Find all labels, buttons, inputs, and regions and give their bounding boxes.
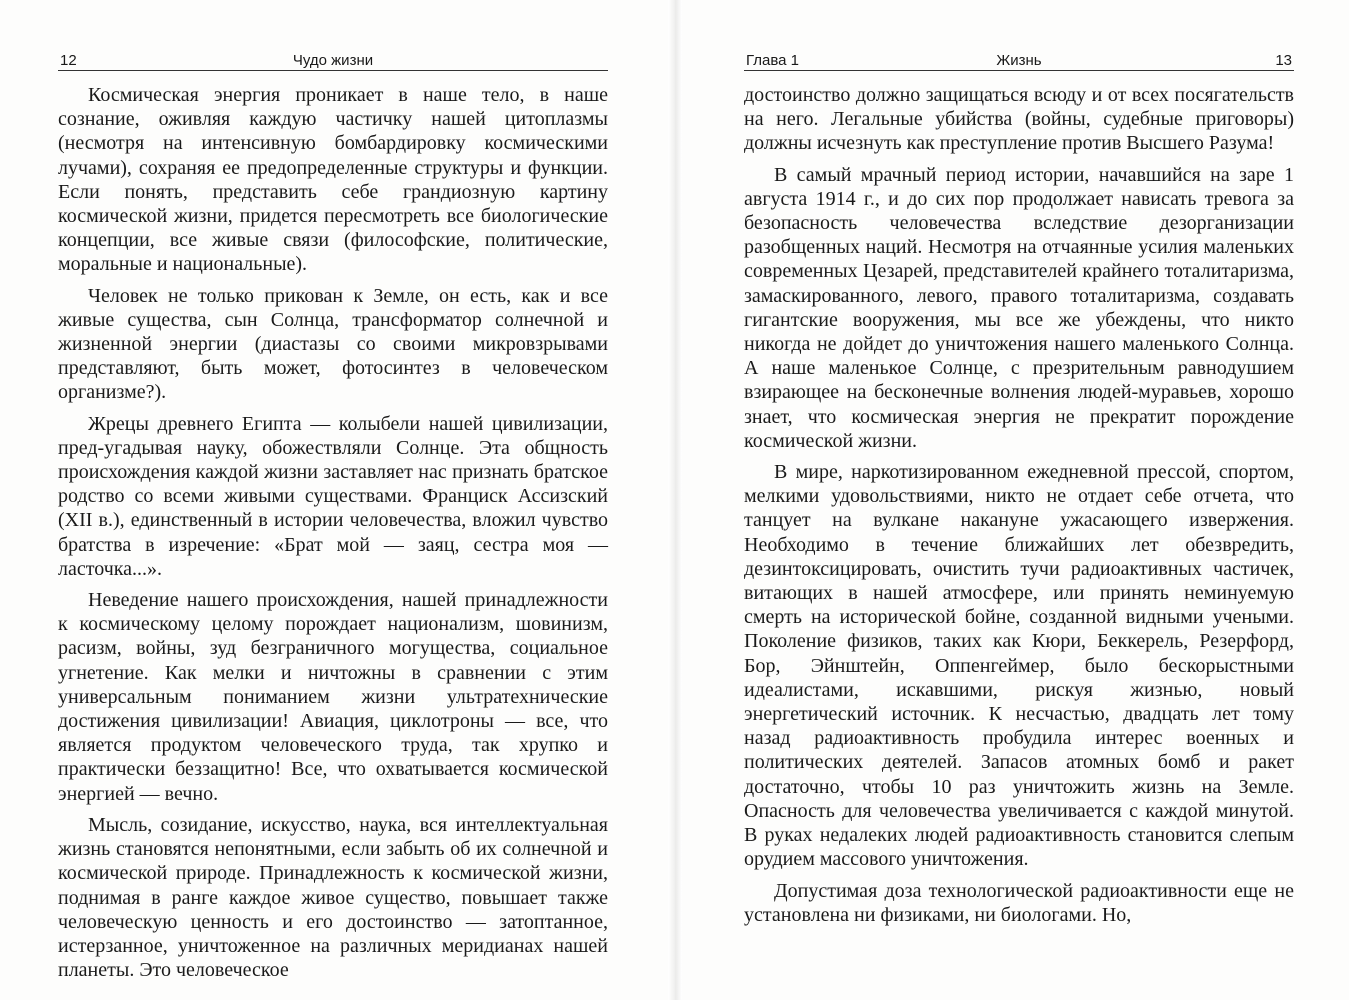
- paragraph-continuation: достоинство должно защищаться всюду и от всех посягательств на него. Легальные убийства (войны, судебные приговоры) должны исчезнуть как преступление против Высшего Разума!: [744, 84, 1294, 155]
- paragraph: Жрецы древнего Египта — колыбели нашей цивилизации, пред-угадывая науку, обожествляли Солнце. Эта общность происхождения каждой жизни заставляет нас признать братское родство со всеми живыми существами. Франциск Ассизский (XII в.), единственный в истории человечества, вложил чувство братства в изречение: «Брат мой — заяц, сестра моя — ласточка...».: [58, 412, 608, 580]
- right-page: [744, 50, 1294, 934]
- left-page-text: [58, 83, 608, 982]
- page-number: 12: [60, 52, 77, 69]
- paragraph: Допустимая доза технологической радиоактивности еще не установлена ни физиками, ни биологами. Но,: [744, 879, 1294, 926]
- chapter-label: Глава 1: [746, 52, 800, 69]
- paragraph: Космическая энергия проникает в наше тело, в наше сознание, оживляя каждую частичку нашей цитоплазмы (несмотря на интенсивную бомбардировку космическими лучами), сохраняя ее предопределенные структуры и функции. Если понять, представить себе грандиозную картину космической жизни, придется пересмотреть все биологические концепции, все живые связи (философские, политические, моральные и национальные).: [58, 84, 608, 276]
- paragraph: Мысль, созидание, искусство, наука, вся интеллектуальная жизнь становятся непонятными, если забыть об их солнечной и космической природе. Принадлежность к космической жизни, поднимая в ранге каждое живое существо, повышает также человеческую ценность и его достоинство — затоптанное, истерзанное, уничтоженное на различных меридианах нашей планеты. Это человеческое: [58, 813, 608, 982]
- right-page-text: [744, 83, 1294, 927]
- left-page: [58, 50, 608, 989]
- book-gutter: [668, 0, 682, 1000]
- running-title: Чудо жизни: [292, 52, 374, 69]
- paragraph: В мире, наркотизированном ежедневной прессой, спортом, мелкими удовольствиями, никто не отдает себе отчета, что танцует на вулкане накануне ужасающего извержения. Необходимо в течение ближайших лет обезвредить, дезинтоксицировать, очистить тучи радиоактивных частичек, витающих в нашей атмосфере, или принять неминуемую смерть на исторической бойне, созданной видными учеными. Поколение физиков, таких как Кюри, Беккерель, Резерфорд, Бор, Эйнштейн, Оппенгеймер, было бескорыстными идеалистами, искавшими, рискуя жизнью, новый энергетический источник. К несчастью, двадцать лет тому назад радиоактивность пробудила интерес военных и политических деятелей. Запасов атомных бомб и ракет достаточно, чтобы 10 раз уничтожить жизнь на Земле. Опасность для человечества увеличивается с каждой минутой. В руках недалеких людей радиоактивность становится слепым орудием массового уничтожения.: [744, 461, 1294, 871]
- paragraph: Неведение нашего происхождения, нашей принадлежности к космическому целому порождает национализм, шовинизм, расизм, войны, зуд безграничного могущества, социальное угнетение. Как мелки и ничтожны в сравнении с этим универсальным пониманием жизни ультратехнические достижения цивилизации! Авиация, циклотроны — все, что является продуктом человеческого труда, так хрупко и практически беззащитно! Все, что охватывается космической энергией — вечно.: [58, 589, 608, 805]
- right-running-head: [744, 50, 1294, 71]
- left-running-head: [58, 50, 608, 71]
- paragraph: В самый мрачный период истории, начавшийся на заре 1 августа 1914 г., и до сих пор продолжает нависать тревога за безопасность человечества вследствие дезорганизации разобщенных наций. Несмотря на отчаянные усилия маленьких современных Цезарей, представителей крайнего тоталитаризма, замаскированного, левого, правого тоталитаризма, создавать гигантские вооружения, мы все же убеждены, что никто никогда не дойдет до уничтожения нашего маленького Солнца. А наше маленькое Солнце, с презрительным равнодушием взирающее на бесконечные волнения людей-муравьев, хорошо знает, что космическая энергия не прекратит порождение космической жизни.: [744, 163, 1294, 452]
- running-title: Жизнь: [996, 52, 1042, 69]
- paragraph: Человек не только прикован к Земле, он есть, как и все живые существа, сын Солнца, трансформатор солнечной и жизненной энергии (диастазы со своими микровзрывами представляют, быть может, фотосинтез в человеческом организме?).: [58, 284, 608, 404]
- page-number: 13: [1275, 52, 1292, 69]
